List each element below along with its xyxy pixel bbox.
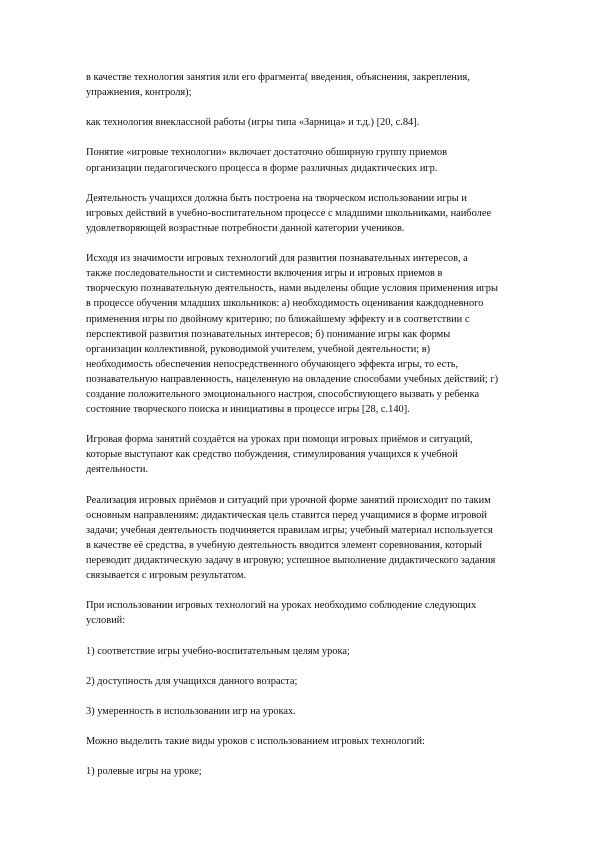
paragraph: Деятельность учащихся должна быть построена на творческом использовании игры и игровых действий в учебно-воспитательном процессе с младшими школьниками, наиболее удовлетворяющей возрастные потребности данной категории учеников. xyxy=(86,192,492,234)
paragraph: Игровая форма занятий создаётся на уроках при помощи игровых приёмов и ситуаций, которые выступают как средство побуждения, стимулирования учащихся к учебной деятельности. xyxy=(86,434,473,476)
list-item: 2) доступность для учащихся данного возраста; xyxy=(86,675,298,687)
document-body xyxy=(86,70,548,795)
paragraph: в качестве технология занятия или его фрагмента( введения, объяснения, закрепления, упражнения, контроля); xyxy=(86,72,470,99)
paragraph: Можно выделить такие виды уроков с использованием игровых технологий: xyxy=(86,736,425,748)
paragraph: При использовании игровых технологий на уроках необходимо соблюдение следующих условий: xyxy=(86,600,477,627)
paragraph: как технология внеклассной работы (игры типа «Зарница» и т.д.) [20, с.84]. xyxy=(86,117,420,129)
list-item: 3) умеренность в использовании игр на уроках. xyxy=(86,705,296,717)
list-item: 1) ролевые игры на уроке; xyxy=(86,766,202,778)
paragraph: Понятие «игровые технологии» включает достаточно обширную группу приемов организации педагогического процесса в форме различных дидактических игр. xyxy=(86,147,447,174)
paragraph: Реализация игровых приёмов и ситуаций при урочной форме занятий происходит по таким основным направлениям: дидактическая цель ставится перед учащимися в форме игровой задачи; учебная деятельность подчиняется правилам игры; учебный материал используется в качестве её средства, в учебную деятельность вводится элемент соревнования, который переводит дидактическую задачу в игровую; успешное выполнение дидактического задания связывается с игровым результатом. xyxy=(86,494,496,582)
paragraph: Исходя из значимости игровых технологий для развития познавательных интересов, а также последовательности и системности включения игры и игровых приемов в творческую познавательную деятельность, нами выделены общие условия применения игры в процессе обучения младших школьников: а) необходимость оценивания каждодневного применения игры по двойному критерию; по ближайшему эффекту и в соответствии с перспективой развития познавательных интересов; б) понимание игры как формы организации коллективной, руководимой учителем, учебной деятельности; в) необходимость обеспечения непосредственного обучающего эффекта игры, то есть, познавательную направленность, нацеленную на овладение способами учебных действий; г) создание положительного эмоционального настроя, способствующего вызвать у ребенка состояние творческого поиска и инициативы в процессе игры [28, с.140]. xyxy=(86,253,499,416)
list-item: 1) соответствие игры учебно-воспитательным целям урока; xyxy=(86,645,350,657)
